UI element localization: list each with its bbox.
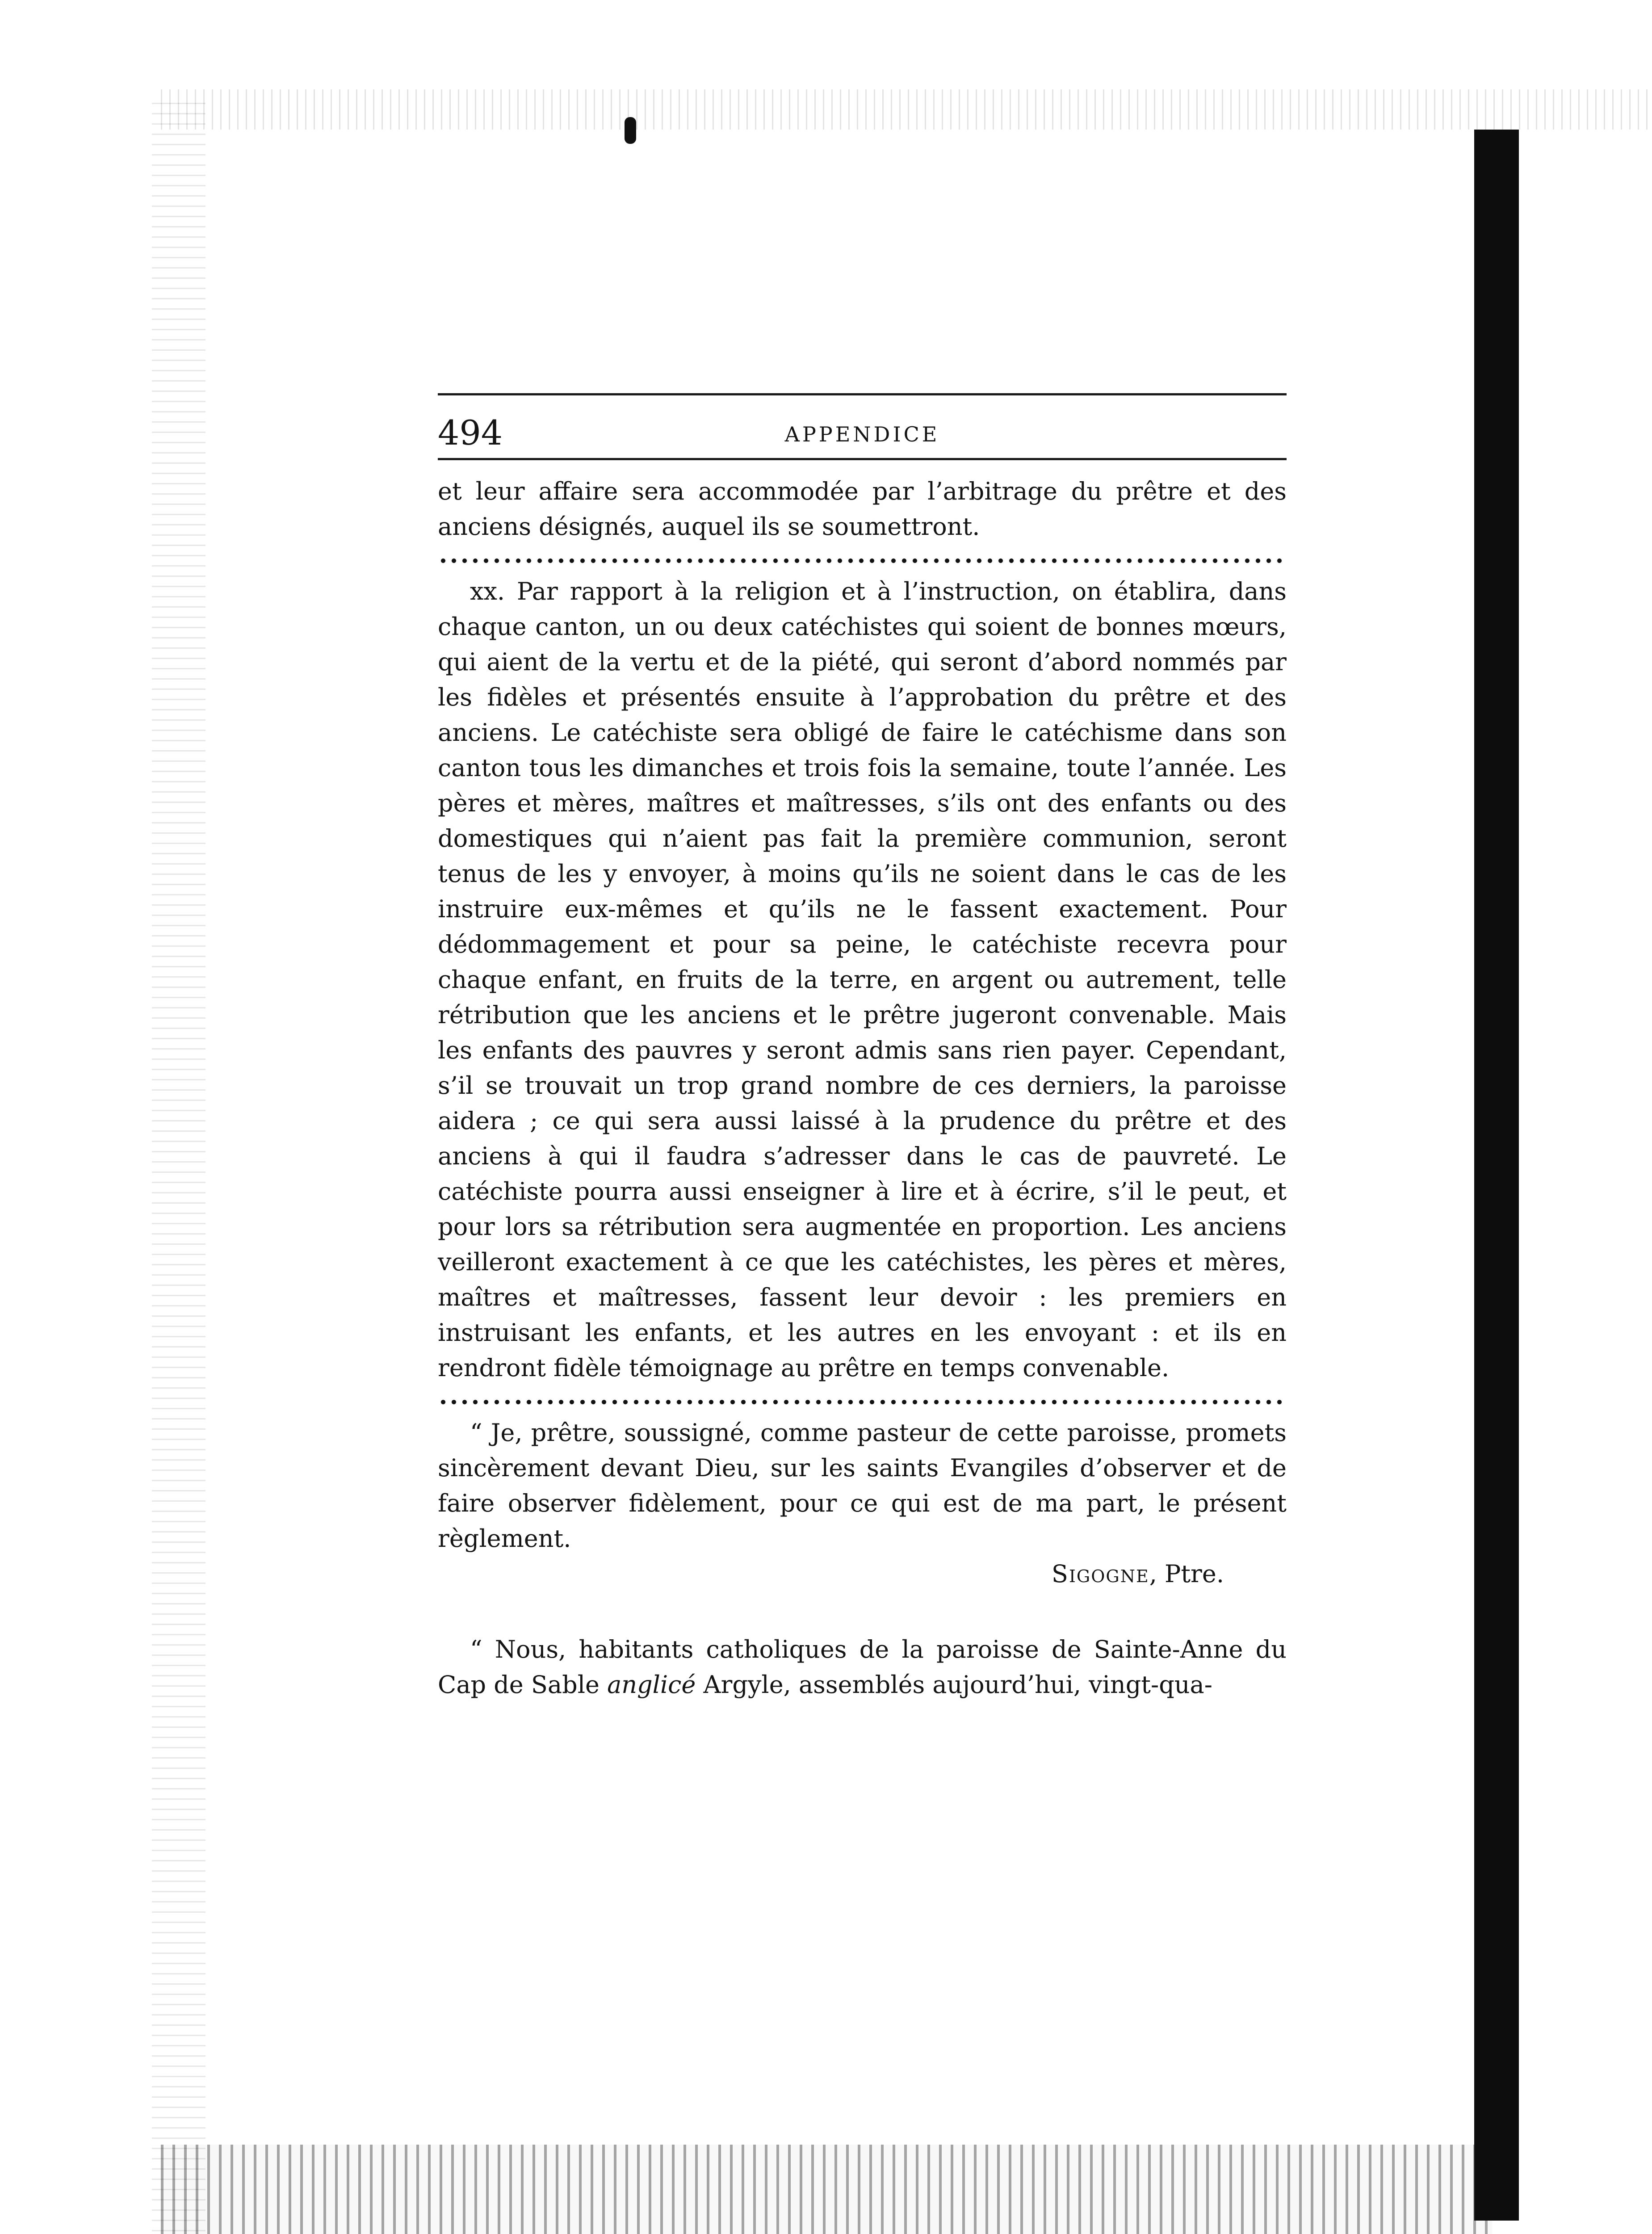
scan-edge-shadow [1474,130,1519,2221]
running-head: APPENDICE [784,422,940,446]
paragraph-continuation: et leur affaire sera accommodée par l’arbitrage du prêtre et des anciens désignés, auquel ils se soumettront. [438,477,1287,541]
page-header [438,395,1287,458]
header-rule-bottom [438,458,1287,460]
signature-title: , Ptre. [1149,1560,1224,1588]
signature-name: Sigogne [1051,1560,1149,1588]
ink-blot [625,117,636,144]
scan-noise-top [161,89,1652,130]
scan-noise-bottom [161,2145,1492,2234]
paragraph-inhabitants-start: “ Nous, habitants catholiques de la paroisse de Sainte-Anne du Cap de Sable [438,1635,1287,1699]
ellipsis-divider [438,554,1287,567]
spacer [438,1592,1287,1632]
paragraph-inhabitants-italic: anglicé [607,1671,696,1699]
page-number: 494 [438,413,503,453]
paragraph-inhabitants-end: Argyle, assemblés aujourd’hui, vingt-qua- [696,1671,1212,1699]
paragraph-article-xx: xx. Par rapport à la religion et à l’instruction, on établira, dans chaque canton, un ou deux catéchistes qui soient de bonnes mœurs, qui aient de la vertu et de la piété, qui seront d’abord nommés par les fidèles et présentés ensuite à l’approbation du prêtre et des anciens. Le catéchiste sera obligé de faire le catéchisme dans son canton tous les dimanches et trois fois la semaine, toute l’année. Les pères et mères, maîtres et maîtresses, s’ils ont des enfants ou des domestiques qui n’aient pas fait la première communion, seront tenus de les y envoyer, à moins qu’ils ne soient dans le cas de les instruire eux-mêmes et qu’ils ne le fassent exactement. Pour dédommagement et pour sa peine, le catéchiste recevra pour chaque enfant, en fruits de la terre, en argent ou autrement, telle rétribution que les anciens et le prêtre jugeront convenable. Mais les enfants des pauvres y seront admis sans rien payer. Cependant, s’il se trouvait un trop grand nombre de ces derniers, la paroisse aidera ; ce qui sera aussi laissé à la prudence du prêtre et des anciens à qui il faudra s’adresser dans le cas de pauvreté. Le catéchiste pourra aussi enseigner à lire et à écrire, s’il le peut, et pour lors sa rétribution sera augmentée en proportion. Les anciens veilleront exactement à ce que les catéchistes, les pères et mères, maîtres et maîtresses, fassent leur devoir : les premiers en instruisant les enfants, et les autres en les envoyant : et ils en rendront fidèle témoignage au prêtre en temps convenable. [438,577,1287,1382]
ellipsis-divider [438,1395,1287,1409]
page-body [438,474,1287,1702]
book-page [438,393,1287,1702]
paragraph-inhabitants [438,1632,1287,1702]
paragraph-priest-oath: “ Je, prêtre, soussigné, comme pasteur de cette paroisse, promets sincèrement devant Dieu, sur les saints Evangiles d’observer et de faire observer fidèlement, pour ce qui est de ma part, le présent règlement. [438,1419,1287,1553]
scan-noise-left [152,98,205,2234]
signature-line [438,1556,1287,1592]
